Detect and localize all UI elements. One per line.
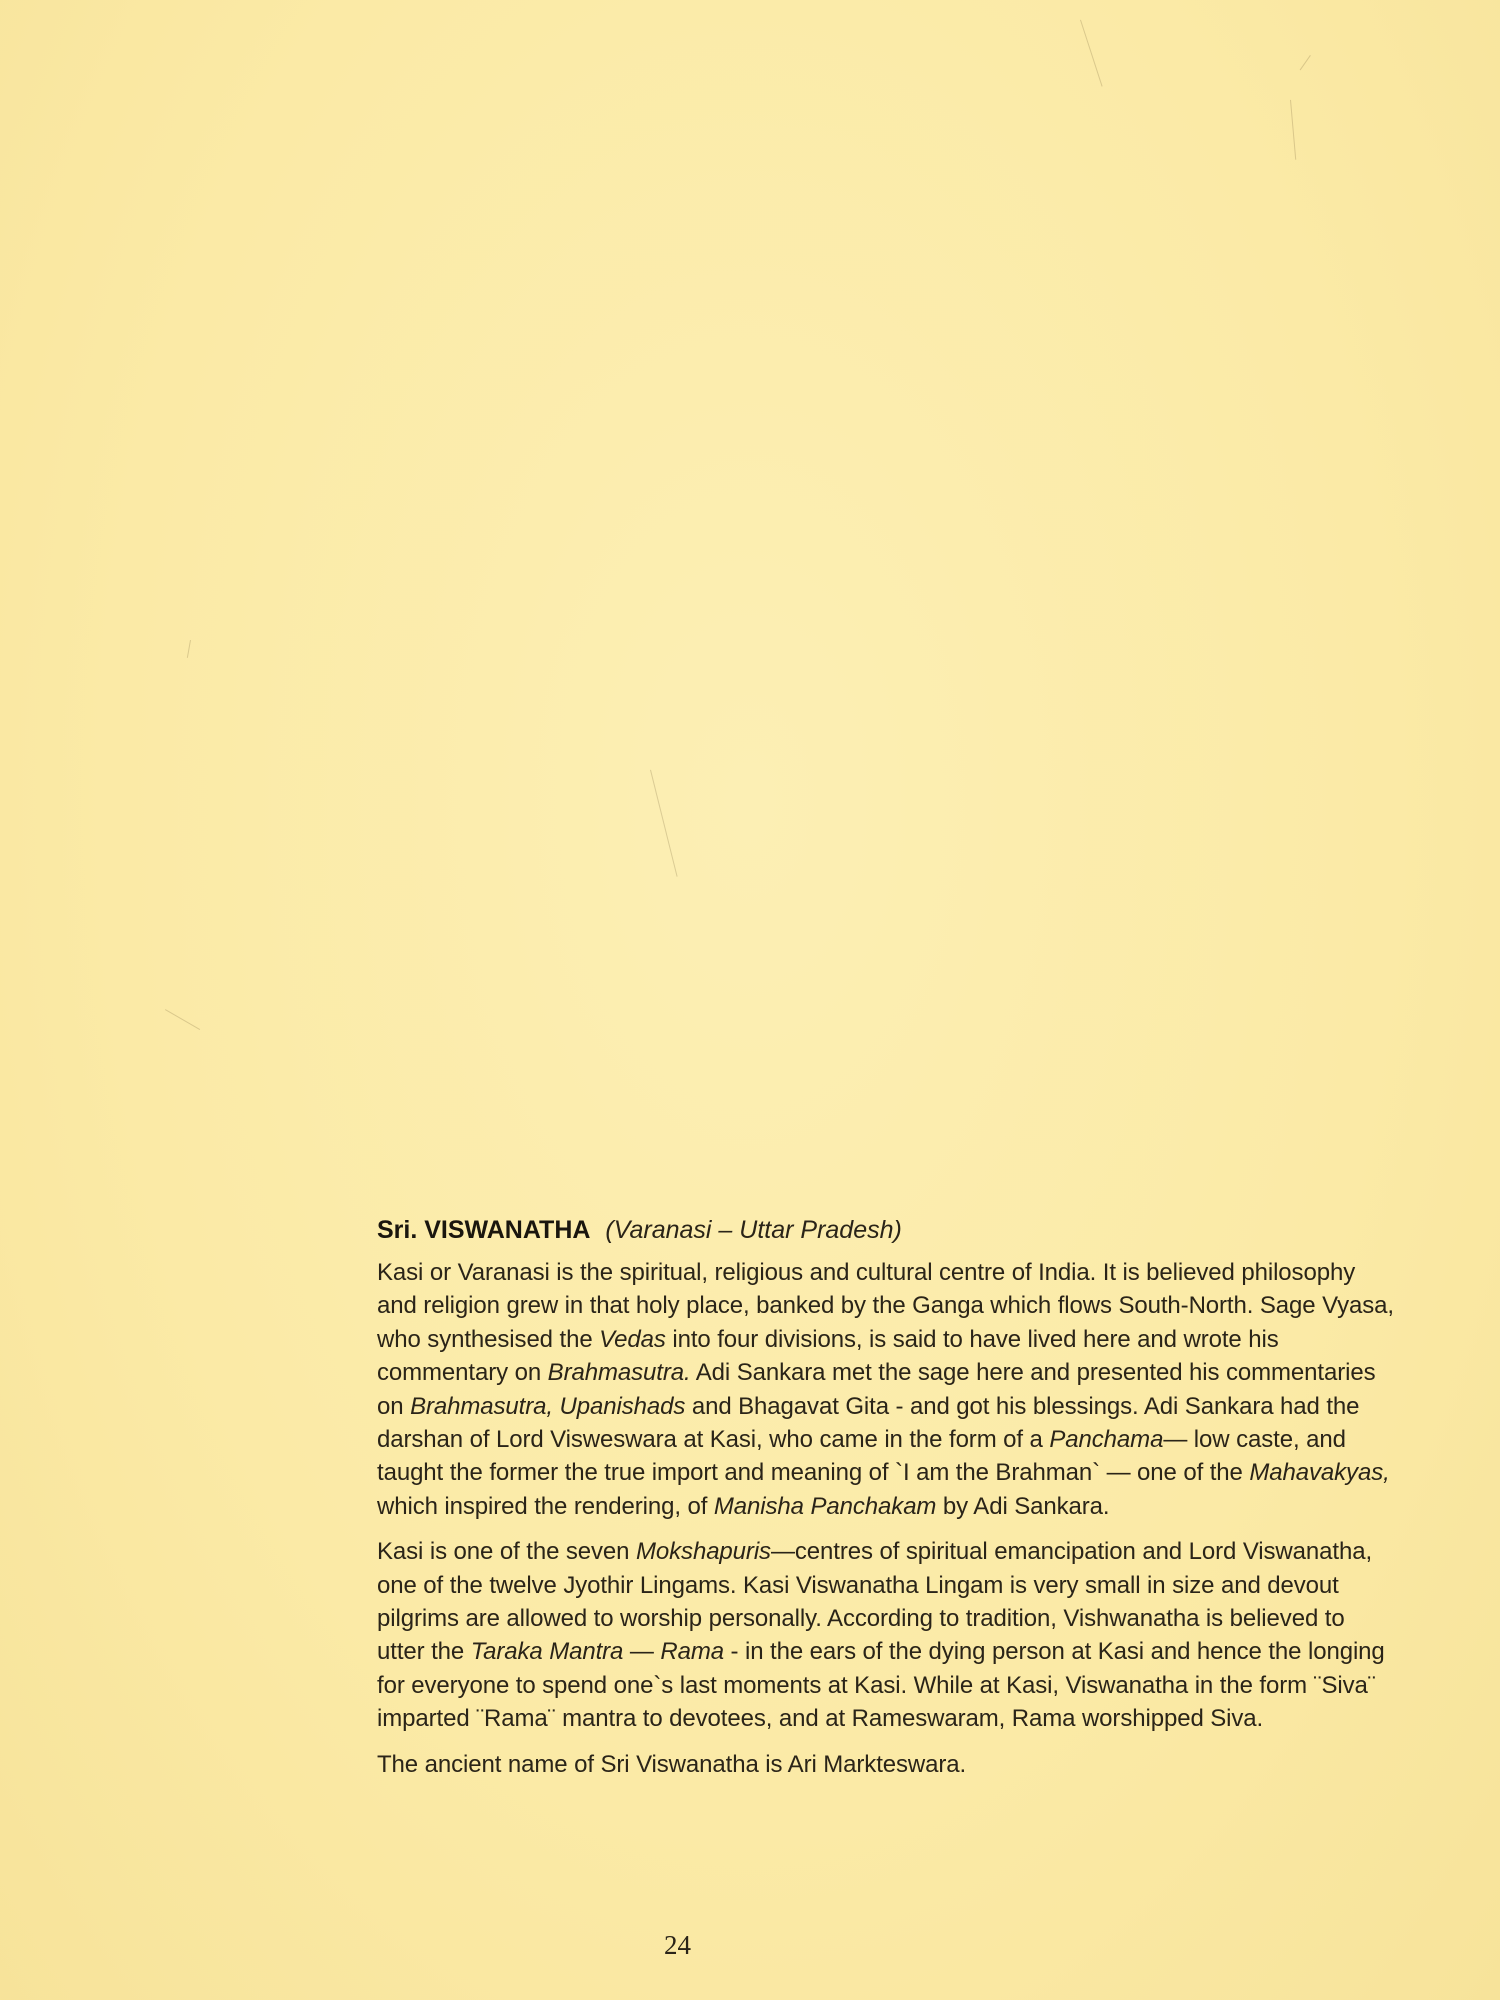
text-run: by Adi Sankara. (936, 1492, 1110, 1520)
text-run: —centres of spiritual emancipation and Lord Viswanatha, one of the twelve Jyothir Lingams. Kasi Viswanatha Lingam is very small in size and devout pilgrims are allowed to worship personally. According to tradition, Vishwanatha is believed to utter the (377, 1538, 1373, 1666)
italic-term: Manisha Panchakam (713, 1492, 937, 1520)
italic-term: Taraka Mantra (470, 1638, 624, 1666)
text-run: which inspired the rendering, of (377, 1492, 714, 1520)
deity-name: Sri. VISWANATHA (377, 1216, 591, 1244)
text-run: — low caste, and taught the former the true import and meaning of `I am the Brahman` — one of the (377, 1426, 1346, 1487)
italic-term: Vedas (599, 1325, 666, 1353)
italic-term: Rama (660, 1638, 724, 1666)
text-run: and Bhagavat Gita - and got his blessings. Adi Sankara had the darshan of Lord Visweswara at Kasi, who came in the form of a (377, 1392, 1360, 1454)
article-heading (377, 1210, 1397, 1250)
italic-term: Brahmasutra, Upanishads (410, 1392, 686, 1420)
page-number: 24 (664, 1930, 691, 1960)
location: (Varanasi – Uttar Pradesh) (605, 1216, 902, 1244)
text-run: — (623, 1638, 661, 1666)
paragraph (377, 1748, 1397, 1781)
paper-scratch (650, 770, 678, 877)
italic-term: Brahmasutra. (547, 1359, 691, 1387)
paper-scratch (165, 1009, 200, 1030)
text-run: Adi Sankara met the sage here and presented his commentaries on (377, 1359, 1376, 1420)
text-run: The ancient name of Sri Viswanatha is Ari Markteswara. (377, 1750, 967, 1778)
italic-term: Panchama (1049, 1426, 1164, 1454)
paper-scratch (1290, 100, 1296, 160)
paper-scratch (187, 640, 191, 658)
paper-scratch (1080, 20, 1103, 87)
text-run: - in the ears of the dying person at Kasi and hence the longing for everyone to spend one`s last moments at Kasi. While at Kasi, Viswanatha in the form ¨Siva¨ imparted ¨Rama¨ mantra to devotees, and at Rameswaram, Rama worshipped Siva. (377, 1638, 1385, 1733)
paragraph (377, 1256, 1397, 1523)
text-run: Kasi is one of the seven (377, 1538, 636, 1566)
article (377, 1210, 1397, 1793)
italic-term: Mokshapuris (636, 1538, 771, 1566)
paper-scratch (1300, 55, 1311, 70)
paragraph (377, 1535, 1397, 1735)
article-body (377, 1256, 1397, 1781)
text-run: into four divisions, is said to have lived here and wrote his commentary on (377, 1325, 1279, 1387)
text-run: Kasi or Varanasi is the spiritual, religious and cultural centre of India. It is believed philosophy and religion grew in that holy place, banked by the Ganga which flows South-North. Sage Vyasa, who synthesised the (377, 1259, 1394, 1353)
italic-term: Mahavakyas, (1249, 1459, 1390, 1487)
